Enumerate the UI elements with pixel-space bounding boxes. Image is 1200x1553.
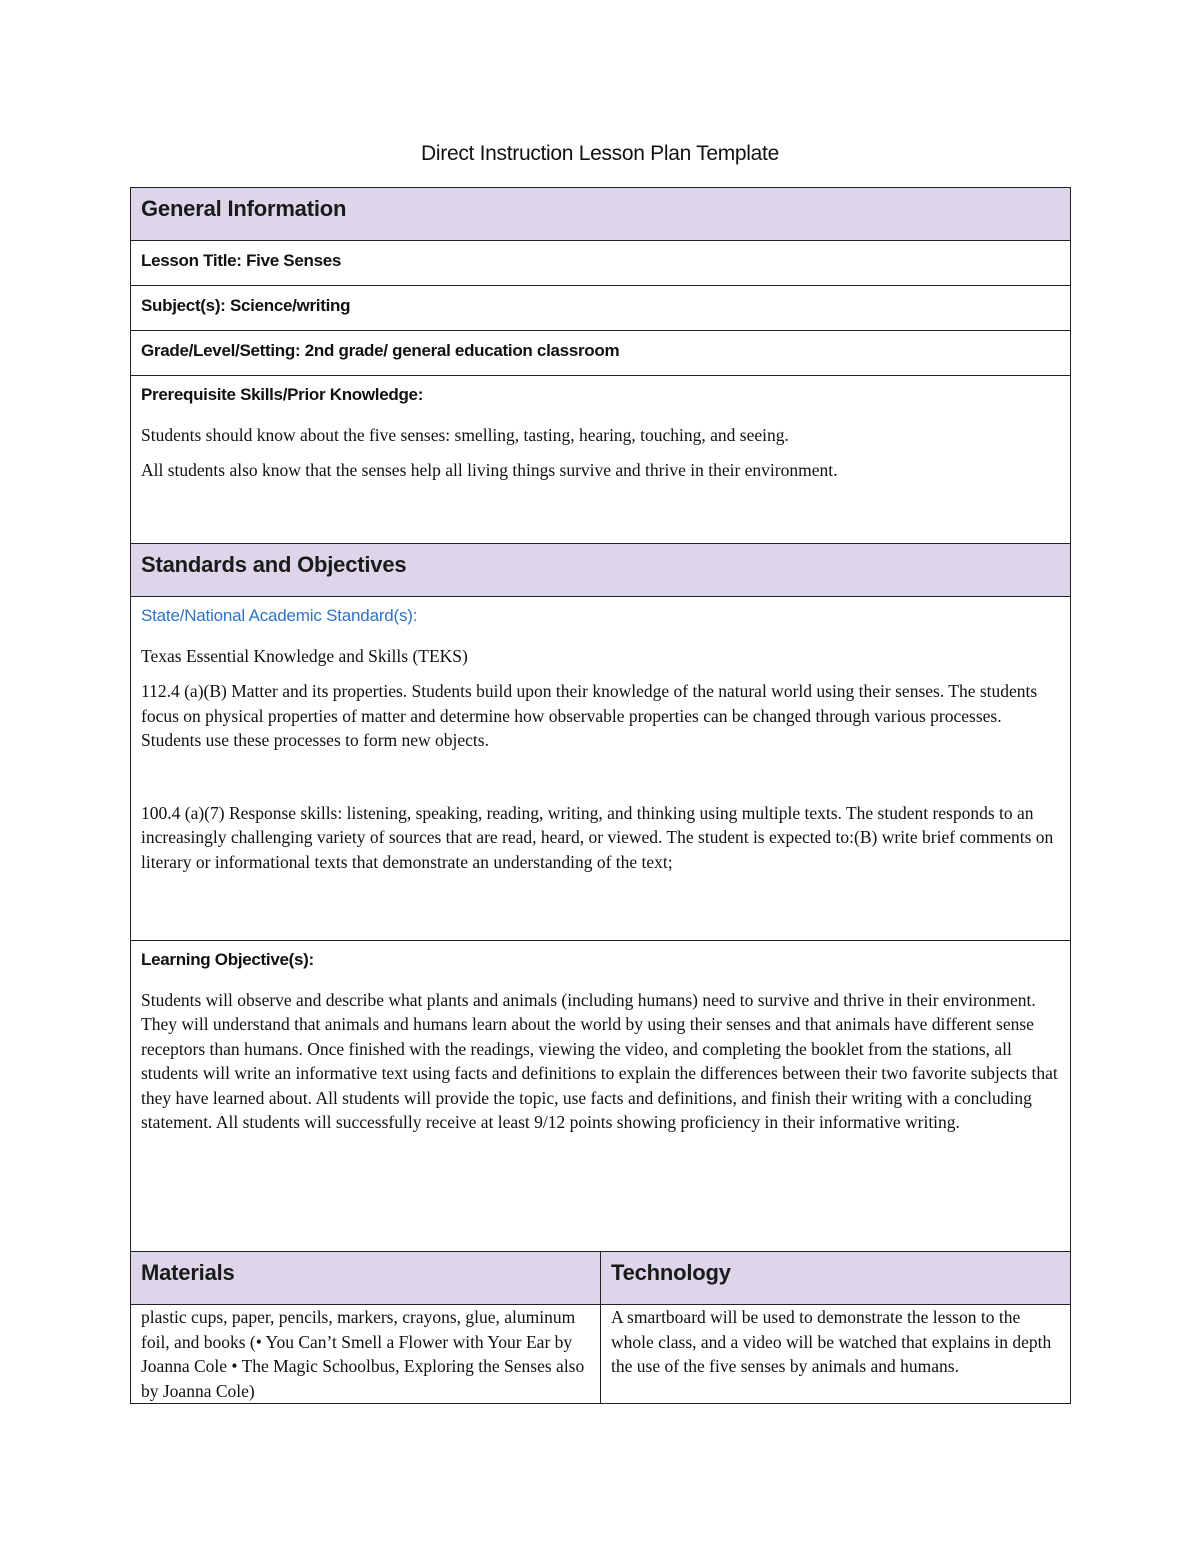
materials-text: plastic cups, paper, pencils, markers, crayons, glue, aluminum foil, and books (• You Can’t Smell a Flower with Your Ear by Joanna Cole • The Magic Schoolbus, Exploring the Senses also by Joanna Cole) [131, 1305, 601, 1404]
objective-row [131, 941, 1071, 1252]
subjects: Subject(s): Science/writing [141, 296, 351, 315]
teks-heading: Texas Essential Knowledge and Skills (TEKS) [141, 645, 468, 666]
prereq-label: Prerequisite Skills/Prior Knowledge: [141, 385, 424, 404]
objective-label: Learning Objective(s): [141, 950, 314, 969]
materials-header: Materials [131, 1252, 601, 1305]
standards-header-row [131, 544, 1071, 597]
materials-technology-header-row [131, 1252, 1071, 1305]
prereq-paragraph-1: Students should know about the five senses: smelling, tasting, hearing, touching, and seeing. [141, 424, 789, 445]
lesson-title: Lesson Title: Five Senses [141, 251, 342, 270]
technology-header: Technology [601, 1252, 1071, 1305]
page-title: Direct Instruction Lesson Plan Template [421, 142, 779, 165]
general-info-header: General Information [131, 188, 1071, 241]
prereq-row [131, 376, 1071, 544]
technology-text: A smartboard will be used to demonstrate the lesson to the whole class, and a video will be watched that explains in depth the use of the five senses by animals and humans. [601, 1305, 1071, 1404]
grade-row [131, 331, 1071, 376]
standards-header: Standards and Objectives [131, 544, 1071, 597]
state-standard-label: State/National Academic Standard(s): [141, 606, 418, 625]
standard-112-4: 112.4 (a)(B) Matter and its properties. Students build upon their knowledge of the natural world using their senses. The students focus on physical properties of matter and determine how observable properties can be changed through various processes. Students use these processes to form new objects. [141, 681, 1038, 750]
general-info-header-row [131, 188, 1071, 241]
lesson-plan-table [130, 187, 1071, 1404]
grade-level-setting: Grade/Level/Setting: 2nd grade/ general education classroom [141, 341, 620, 360]
materials-technology-row [131, 1305, 1071, 1404]
standard-100-4: 100.4 (a)(7) Response skills: listening, speaking, reading, writing, and thinking using multiple texts. The student responds to an increasingly challenging variety of sources that are read, heard, or viewed. The student is expected to:(B) write brief comments on literary or informational texts that demonstrate an understanding of the text; [141, 802, 1054, 872]
prereq-paragraph-2: All students also know that the senses help all living things survive and thrive in their environment. [141, 460, 838, 480]
standards-row [131, 597, 1071, 941]
objective-text: Students will observe and describe what plants and animals (including humans) need to survive and thrive in their environment. They will understand that animals and humans learn about the world by using their senses and that animals have different sense receptors than humans. Once finished with the readings, viewing the video, and completing the booklet from the stations, all students will write an informative text using facts and definitions to explain the differences between their two favorite subjects that they have learned about. All students will provide the topic, use facts and definitions, and finish their writing with a concluding statement. All students will successfully receive at least 9/12 points showing proficiency in their informative writing. [141, 989, 1058, 1132]
lesson-title-row [131, 241, 1071, 286]
subjects-row [131, 286, 1071, 331]
